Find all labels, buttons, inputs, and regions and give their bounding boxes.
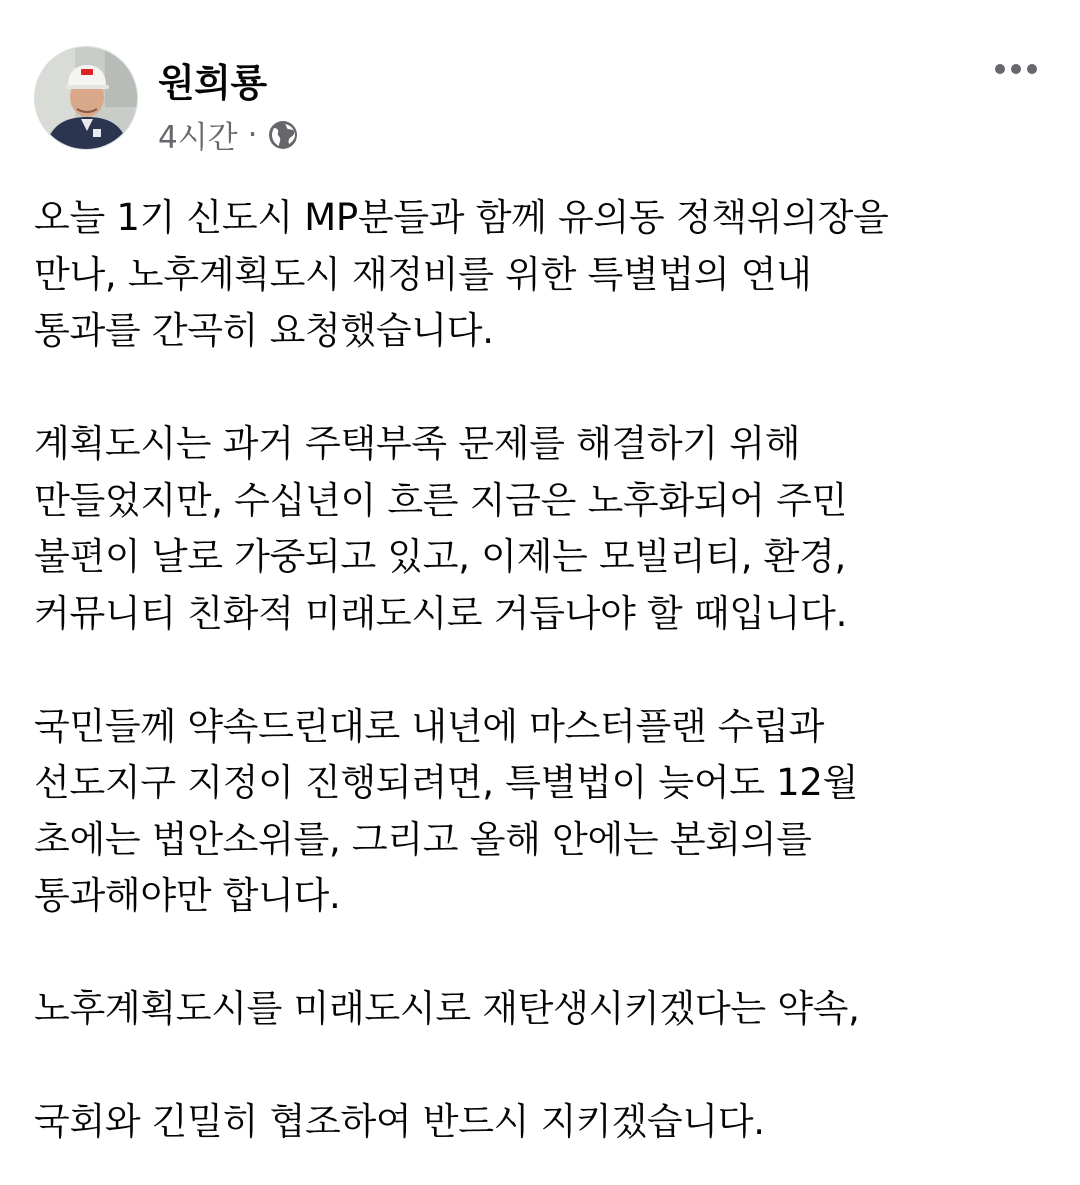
- post-paragraph: 국회와 긴밀히 협조하여 반드시 지키겠습니다.: [34, 1100, 765, 1143]
- post-paragraph: 국민들께 약속드린대로 내년에 마스터플랜 수립과 선도지구 지정이 진행되려면, 특별법이 늦어도 12월 초에는 법안소위를, 그리고 올해 안에는 본회의를 통과해야만 합니다.: [34, 704, 859, 917]
- avatar-photo: [35, 47, 138, 150]
- post-paragraph: 오늘 1기 신도시 MP분들과 함께 유의동 정책위의장을 만나, 노후계획도시 재정비를 위한 특별법의 연내 통과를 간곡히 요청했습니다.: [34, 196, 889, 352]
- post-timestamp[interactable]: 4시간: [158, 120, 238, 156]
- post-meta: [158, 112, 299, 157]
- post-header: [34, 46, 1046, 156]
- globe-icon[interactable]: [267, 119, 299, 151]
- meta-separator: ·: [247, 116, 258, 153]
- author-name[interactable]: 원희룡: [158, 61, 267, 105]
- more-options-button[interactable]: [986, 54, 1046, 84]
- more-dots-icon: [994, 63, 1038, 75]
- avatar[interactable]: [34, 46, 138, 150]
- post-paragraph: 계획도시는 과거 주택부족 문제를 해결하기 위해 만들었지만, 수십년이 흐른 지금은 노후화되어 주민 불편이 날로 가중되고 있고, 이제는 모빌리티, 환경, 커뮤니티 친화적 미래도시로 거듭나야 할 때입니다.: [34, 422, 848, 635]
- post-paragraph: 노후계획도시를 미래도시로 재탄생시키겠다는 약속,: [34, 987, 860, 1030]
- post-body: [34, 190, 1044, 1151]
